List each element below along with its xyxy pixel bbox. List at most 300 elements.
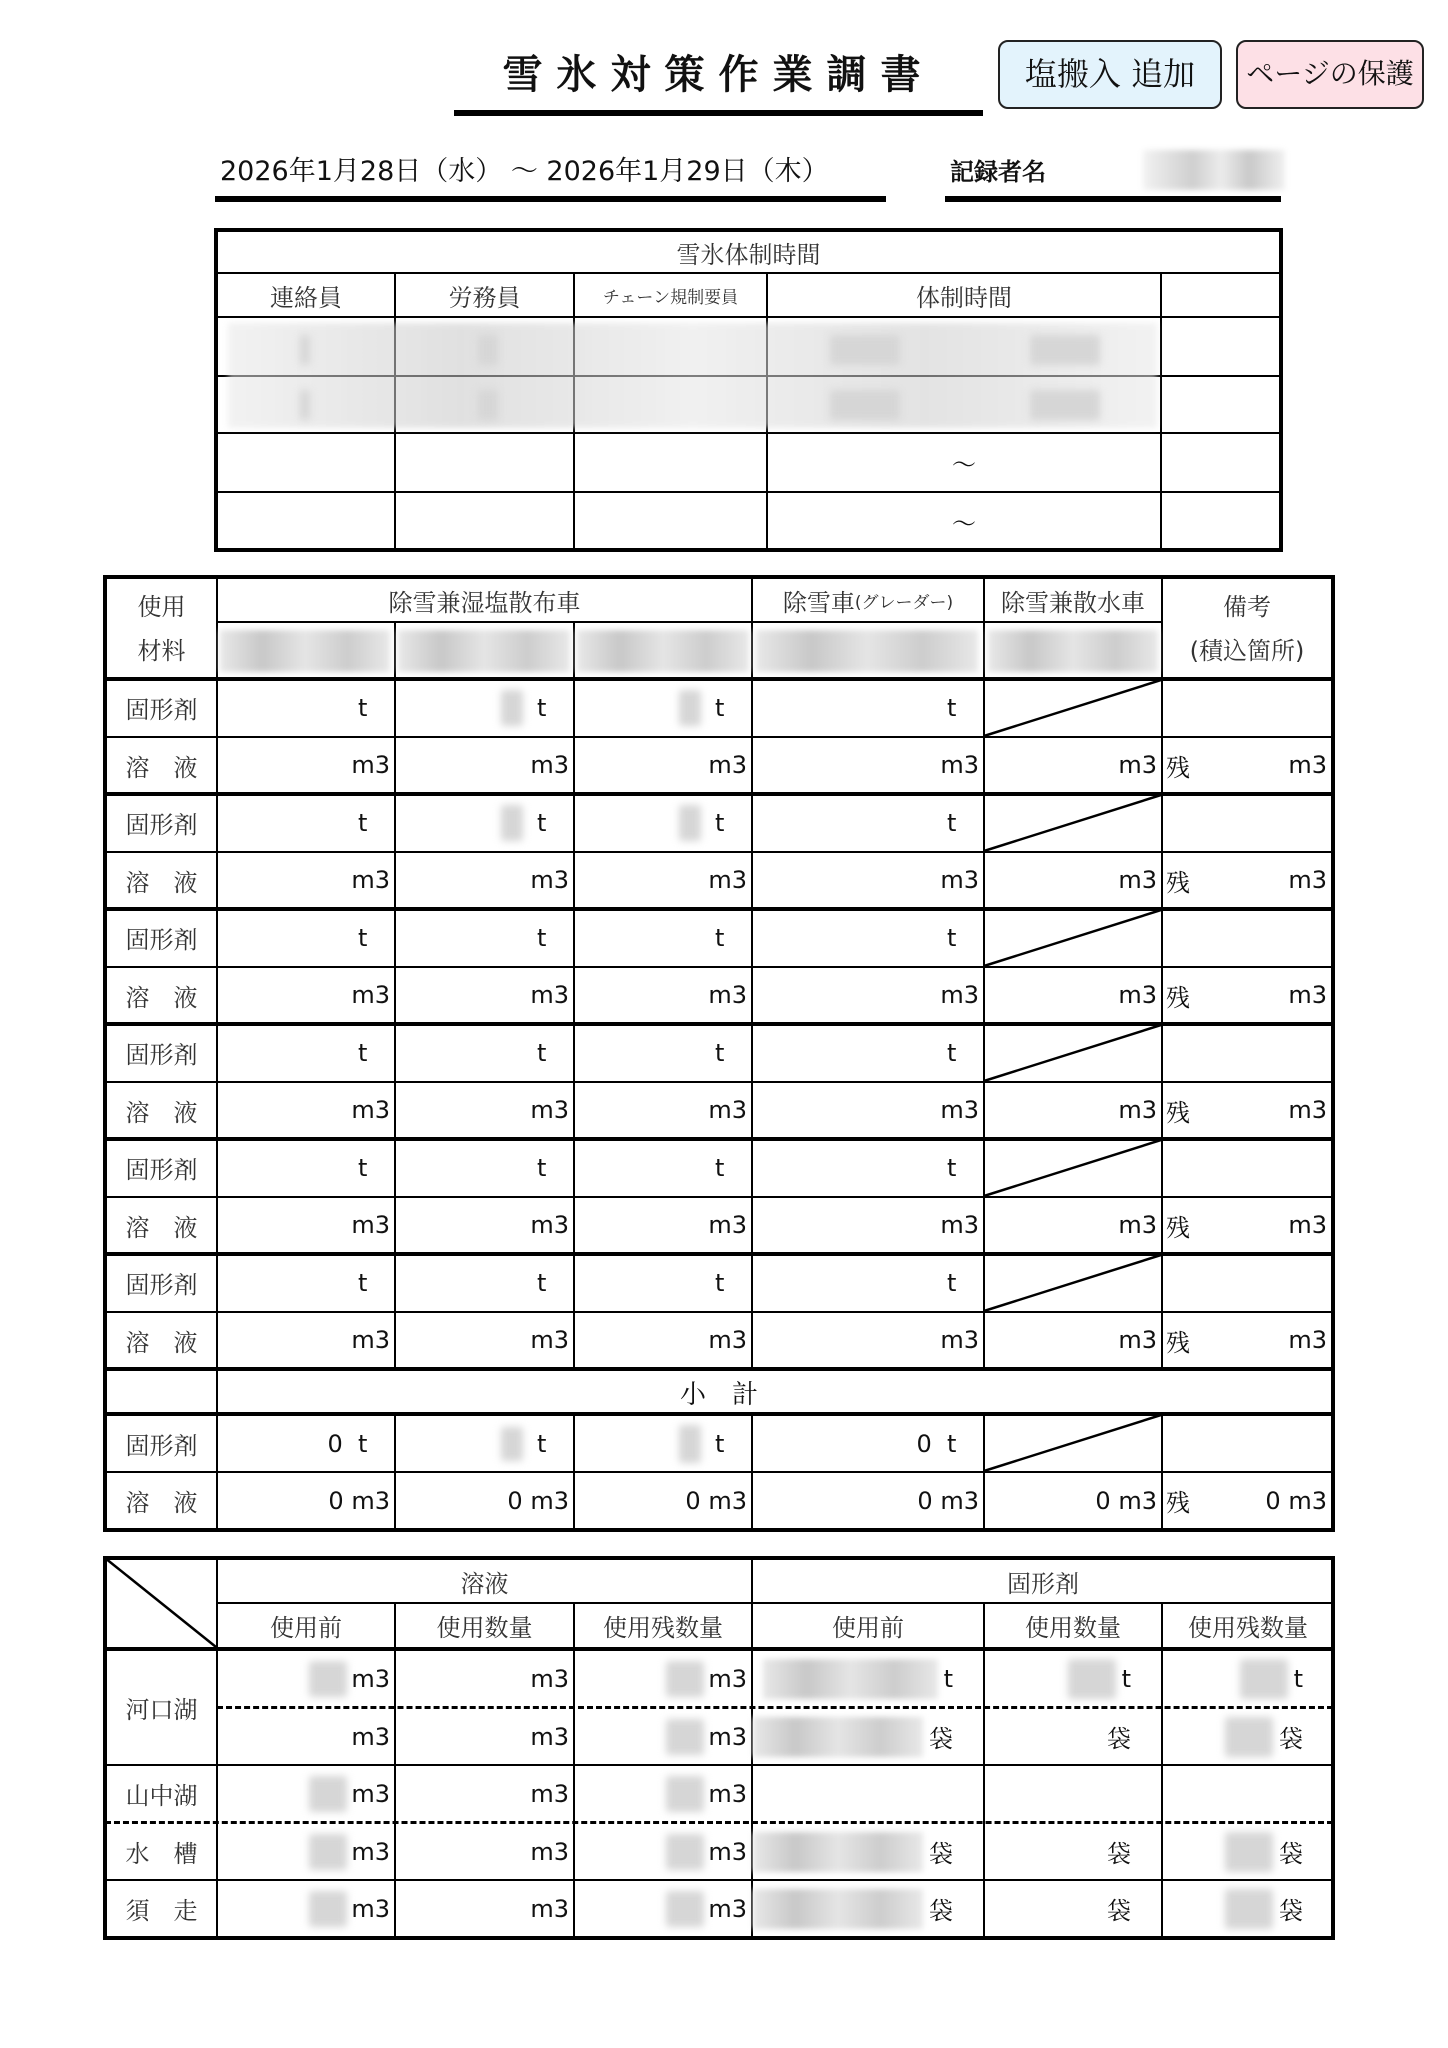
location-kawaguchiko: 河口湖 bbox=[125, 1696, 198, 1724]
liquid-amount-input[interactable] bbox=[396, 1082, 569, 1138]
unit-label: m3 bbox=[1288, 866, 1327, 894]
unit-label: t bbox=[715, 1153, 725, 1182]
unit-label: m3 bbox=[1288, 1486, 1327, 1515]
liquid-amount-input[interactable] bbox=[753, 967, 979, 1023]
unit-label: m3 bbox=[1118, 1486, 1157, 1515]
liquid-label: 溶 液 bbox=[125, 1328, 198, 1357]
subtotal-liquid-5 bbox=[985, 1473, 1157, 1528]
unit-label: t bbox=[715, 808, 725, 837]
recorder-label: 記録者名 bbox=[950, 158, 1046, 186]
unit-label: t bbox=[537, 1153, 547, 1182]
liquid-amount-input[interactable] bbox=[985, 1312, 1157, 1368]
redacted-value bbox=[753, 1889, 923, 1929]
redacted-value bbox=[666, 1834, 704, 1870]
solid-amount-input[interactable] bbox=[218, 909, 394, 966]
divider bbox=[217, 621, 1162, 623]
redacted-value bbox=[679, 805, 701, 841]
remarks-input[interactable] bbox=[1163, 1254, 1333, 1311]
solid-amount-input[interactable] bbox=[575, 794, 751, 851]
solid-amount-input[interactable] bbox=[396, 794, 573, 851]
unit-label: m3 bbox=[530, 1722, 569, 1751]
redacted-value bbox=[1225, 1832, 1273, 1872]
solid-label: 固形剤 bbox=[125, 1041, 198, 1069]
liquid-used-input[interactable] bbox=[396, 1651, 569, 1706]
unit-label: t bbox=[537, 808, 547, 837]
vehicle-id-4[interactable] bbox=[756, 630, 978, 672]
liquid-before-input[interactable] bbox=[218, 1766, 390, 1821]
solid-amount-input[interactable] bbox=[396, 679, 573, 736]
unit-label: t bbox=[947, 923, 957, 952]
remain-label: 残 bbox=[1166, 868, 1190, 897]
solid-amount-input[interactable] bbox=[575, 1024, 751, 1081]
col-solid-remaining: 使用残数量 bbox=[1188, 1614, 1308, 1642]
add-salt-delivery-button[interactable]: 塩搬入 追加 bbox=[998, 40, 1222, 109]
unit-label: m3 bbox=[1118, 1326, 1157, 1354]
unit-label: t bbox=[537, 693, 547, 722]
solid-label: 固形剤 bbox=[125, 1271, 198, 1299]
unit-label: t bbox=[715, 1268, 725, 1297]
vehicle-id-5[interactable] bbox=[988, 630, 1158, 672]
unit-label: m3 bbox=[351, 1722, 390, 1751]
solid-amount-input[interactable] bbox=[753, 794, 983, 851]
liquid-amount-input[interactable] bbox=[575, 737, 747, 793]
unit-label: t bbox=[358, 808, 368, 837]
vehicle-id-3[interactable] bbox=[577, 630, 749, 672]
unit-label: t bbox=[358, 1038, 368, 1067]
unit-label: m3 bbox=[351, 1837, 390, 1866]
unit-label: 袋 bbox=[1279, 1725, 1303, 1753]
unit-label: m3 bbox=[1288, 751, 1327, 779]
liquid-before-input[interactable] bbox=[218, 1881, 390, 1936]
remain-amount-input[interactable] bbox=[1200, 1197, 1327, 1253]
subtotal-remain-value bbox=[1200, 1473, 1327, 1528]
subtotal-liquid-4 bbox=[753, 1473, 979, 1528]
unit-label: m3 bbox=[351, 1664, 390, 1693]
subtotal-remain-label: 残 bbox=[1166, 1489, 1190, 1517]
unit-label: m3 bbox=[708, 1837, 747, 1866]
unit-label: m3 bbox=[351, 1779, 390, 1808]
unit-label: m3 bbox=[1118, 1211, 1157, 1239]
redacted-value bbox=[753, 1832, 923, 1872]
liquid-amount-input[interactable] bbox=[396, 1197, 569, 1253]
unit-label: t bbox=[358, 1268, 368, 1297]
unit-label: m3 bbox=[351, 981, 390, 1009]
unit-label: t bbox=[537, 1429, 547, 1458]
solid-amount-input[interactable] bbox=[396, 909, 573, 966]
remarks-sublabel: (積込箇所) bbox=[1189, 636, 1305, 665]
solid-amount-input[interactable] bbox=[218, 1139, 394, 1196]
redacted-value bbox=[1068, 1659, 1116, 1699]
unit-label: m3 bbox=[530, 1211, 569, 1239]
solid-label: 固形剤 bbox=[125, 1156, 198, 1184]
vehicle-id-1[interactable] bbox=[220, 630, 390, 672]
solid-remaining-input[interactable] bbox=[1163, 1881, 1303, 1936]
redacted-value bbox=[309, 1776, 347, 1812]
page-title: 雪氷対策作業調書 bbox=[502, 52, 935, 98]
remain-label: 残 bbox=[1166, 1328, 1190, 1357]
liquid-remaining-input[interactable] bbox=[575, 1709, 747, 1764]
liquid-remaining-input[interactable] bbox=[575, 1651, 747, 1706]
redacted-value bbox=[666, 1661, 704, 1697]
liquid-amount-input[interactable] bbox=[753, 1312, 979, 1368]
redacted-value bbox=[501, 690, 523, 726]
col-liquid-before: 使用前 bbox=[270, 1614, 342, 1642]
liquid-amount-input[interactable] bbox=[575, 852, 747, 908]
unit-label: t bbox=[358, 923, 368, 952]
corner-label-material: 材料 bbox=[137, 636, 186, 665]
remarks-input[interactable] bbox=[1163, 794, 1333, 851]
staffing-row-4-time-range[interactable]: ～ bbox=[952, 510, 976, 538]
liquid-amount-input[interactable] bbox=[575, 967, 747, 1023]
liquid-amount-input[interactable] bbox=[218, 967, 390, 1023]
liquid-amount-input[interactable] bbox=[985, 737, 1157, 793]
unit-label: t bbox=[947, 1268, 957, 1297]
liquid-amount-input[interactable] bbox=[753, 737, 979, 793]
solid-remaining-input[interactable] bbox=[1163, 1651, 1303, 1706]
liquid-label: 溶 液 bbox=[125, 868, 198, 897]
redacted-value bbox=[309, 1891, 347, 1927]
remain-amount-input[interactable] bbox=[1200, 737, 1327, 793]
solid-amount-input[interactable] bbox=[575, 1254, 751, 1311]
unit-label: t bbox=[537, 1038, 547, 1067]
unit-label: m3 bbox=[351, 1096, 390, 1124]
group-header-solid: 固形剤 bbox=[1007, 1569, 1079, 1598]
date-range[interactable]: 2026年1月28日（水） ～ 2026年1月29日（木） bbox=[220, 156, 829, 187]
liquid-amount-input[interactable] bbox=[396, 852, 569, 908]
solid-used-input[interactable] bbox=[985, 1651, 1131, 1706]
unit-label: t bbox=[358, 1429, 368, 1458]
solid-remaining-input[interactable] bbox=[1163, 1824, 1303, 1879]
unit-label: m3 bbox=[351, 1326, 390, 1354]
unit-label: t bbox=[537, 923, 547, 952]
remain-amount-input[interactable] bbox=[1200, 1082, 1327, 1138]
col-liquid-used: 使用数量 bbox=[436, 1614, 533, 1642]
unit-label: t bbox=[715, 1038, 725, 1067]
value: 0 bbox=[917, 1486, 933, 1515]
unit-label: m3 bbox=[1288, 1211, 1327, 1239]
unit-label: m3 bbox=[940, 866, 979, 894]
unit-label: m3 bbox=[940, 1096, 979, 1124]
unit-label: m3 bbox=[708, 981, 747, 1009]
liquid-amount-input[interactable] bbox=[396, 967, 569, 1023]
solid-amount-input[interactable] bbox=[753, 1024, 983, 1081]
unit-label: m3 bbox=[1288, 1096, 1327, 1124]
unit-label: t bbox=[715, 923, 725, 952]
unit-label: m3 bbox=[940, 1486, 979, 1515]
solid-amount-input[interactable] bbox=[753, 1139, 983, 1196]
unit-label: m3 bbox=[530, 1486, 569, 1515]
protect-page-button[interactable]: ページの保護 bbox=[1236, 40, 1424, 109]
redacted-value bbox=[309, 1834, 347, 1870]
redacted-value bbox=[763, 1659, 938, 1699]
diagonal-slash bbox=[984, 1414, 1162, 1472]
staffing-row-1-time-from[interactable] bbox=[830, 335, 900, 365]
redacted-value bbox=[679, 690, 701, 726]
remarks-input[interactable] bbox=[1163, 909, 1333, 966]
liquid-used-input[interactable] bbox=[396, 1824, 569, 1879]
solid-amount-input[interactable] bbox=[218, 1254, 394, 1311]
value: 0 bbox=[1095, 1486, 1111, 1515]
remarks-label: 備考 bbox=[1223, 592, 1271, 621]
col-solid-used: 使用数量 bbox=[1025, 1614, 1121, 1642]
unit-label: m3 bbox=[708, 1779, 747, 1808]
unit-label: t bbox=[947, 1153, 957, 1182]
liquid-amount-input[interactable] bbox=[218, 1312, 390, 1368]
unit-label: m3 bbox=[708, 1664, 747, 1693]
value: 0 bbox=[327, 1429, 343, 1458]
subtotal-liquid-3 bbox=[575, 1473, 747, 1528]
liquid-before-input[interactable] bbox=[218, 1709, 390, 1764]
recorder-underline bbox=[945, 196, 1281, 202]
unit-label: m3 bbox=[708, 1326, 747, 1354]
value: 0 bbox=[328, 1486, 344, 1515]
liquid-amount-input[interactable] bbox=[396, 737, 569, 793]
unit-label: m3 bbox=[940, 1326, 979, 1354]
value: 0 bbox=[685, 1486, 701, 1515]
location-subashiri: 須 走 bbox=[125, 1897, 198, 1925]
date-underline bbox=[215, 196, 886, 202]
subtotal-solid-label: 固形剤 bbox=[125, 1432, 198, 1460]
liquid-amount-input[interactable] bbox=[396, 1312, 569, 1368]
solid-amount-input[interactable] bbox=[396, 1024, 573, 1081]
subtotal-solid-2 bbox=[396, 1416, 573, 1471]
unit-label: m3 bbox=[351, 1486, 390, 1515]
liquid-amount-input[interactable] bbox=[985, 967, 1157, 1023]
unit-label: m3 bbox=[351, 1211, 390, 1239]
solid-amount-input[interactable] bbox=[753, 1254, 983, 1311]
remain-label: 残 bbox=[1166, 1213, 1190, 1242]
diagonal-slash bbox=[984, 1024, 1162, 1082]
diagonal-slash bbox=[984, 1254, 1162, 1312]
solid-amount-input[interactable] bbox=[575, 909, 751, 966]
unit-label: t bbox=[947, 1038, 957, 1067]
solid-amount-input[interactable] bbox=[575, 679, 751, 736]
liquid-used-input[interactable] bbox=[396, 1709, 569, 1764]
diagonal-slash bbox=[984, 794, 1162, 852]
solid-remaining-input[interactable] bbox=[1163, 1709, 1303, 1764]
column-header-chain-staff: チェーン規制要員 bbox=[602, 287, 739, 308]
staffing-row-2-liaison[interactable] bbox=[300, 390, 310, 420]
unit-label: m3 bbox=[530, 1894, 569, 1923]
solid-amount-input[interactable] bbox=[218, 679, 394, 736]
group-header-liquid: 溶液 bbox=[460, 1569, 509, 1598]
staffing-row-1-liaison[interactable] bbox=[300, 335, 310, 365]
unit-label: t bbox=[947, 693, 957, 722]
diagonal-slash bbox=[984, 1139, 1162, 1197]
unit-label: t bbox=[715, 693, 725, 722]
liquid-remaining-input[interactable] bbox=[575, 1824, 747, 1879]
liquid-amount-input[interactable] bbox=[753, 1197, 979, 1253]
unit-label: m3 bbox=[708, 1211, 747, 1239]
unit-label: m3 bbox=[708, 751, 747, 779]
redacted-value bbox=[679, 1425, 701, 1463]
unit-label: m3 bbox=[1118, 981, 1157, 1009]
location-yamanakako: 山中湖 bbox=[125, 1782, 198, 1810]
subtotal-liquid-2 bbox=[396, 1473, 569, 1528]
liquid-amount-input[interactable] bbox=[753, 852, 979, 908]
corner-diagonal bbox=[105, 1558, 217, 1648]
liquid-amount-input[interactable] bbox=[218, 1197, 390, 1253]
remarks-input[interactable] bbox=[1163, 1139, 1333, 1196]
unit-label: m3 bbox=[1288, 981, 1327, 1009]
solid-before-input[interactable] bbox=[753, 1824, 953, 1879]
unit-label: m3 bbox=[940, 981, 979, 1009]
remarks-input[interactable] bbox=[1163, 679, 1333, 736]
remain-label: 残 bbox=[1166, 1098, 1190, 1127]
vehicle-id-2[interactable] bbox=[398, 630, 570, 672]
unit-label: m3 bbox=[530, 1779, 569, 1808]
column-header-laborers: 労務員 bbox=[448, 283, 521, 312]
remain-label: 残 bbox=[1166, 983, 1190, 1012]
liquid-used-input[interactable] bbox=[396, 1881, 569, 1936]
solid-amount-input[interactable] bbox=[396, 1254, 573, 1311]
unit-label: 袋 bbox=[1279, 1840, 1303, 1868]
vehicle-group-wet-salt-spreader: 除雪兼湿塩散布車 bbox=[388, 588, 581, 617]
title-underline bbox=[454, 110, 983, 116]
redacted-value bbox=[501, 805, 523, 841]
unit-label: t bbox=[947, 808, 957, 837]
solid-amount-input[interactable] bbox=[753, 909, 983, 966]
staffing-row-1-time-to[interactable] bbox=[1030, 335, 1100, 365]
remarks-input[interactable] bbox=[1163, 1024, 1333, 1081]
solid-before-input[interactable] bbox=[753, 1651, 953, 1706]
unit-label: m3 bbox=[351, 866, 390, 894]
liquid-amount-input[interactable] bbox=[218, 852, 390, 908]
value: 0 bbox=[507, 1486, 523, 1515]
unit-label: m3 bbox=[530, 1096, 569, 1124]
unit-label: 袋 bbox=[1107, 1840, 1131, 1868]
unit-label: m3 bbox=[1118, 1096, 1157, 1124]
liquid-before-input[interactable] bbox=[218, 1651, 390, 1706]
unit-label: m3 bbox=[708, 1096, 747, 1124]
subtotal-solid-4 bbox=[753, 1416, 983, 1471]
solid-label: 固形剤 bbox=[125, 696, 198, 724]
unit-label: 袋 bbox=[1279, 1897, 1303, 1925]
staffing-row-2-time-from[interactable] bbox=[830, 390, 900, 420]
staffing-row-2-laborers[interactable] bbox=[478, 390, 498, 420]
unit-label: t bbox=[1293, 1664, 1303, 1693]
location-water-tank: 水 槽 bbox=[125, 1840, 198, 1868]
unit-label: m3 bbox=[351, 751, 390, 779]
liquid-amount-input[interactable] bbox=[985, 1197, 1157, 1253]
value: 0 bbox=[916, 1429, 932, 1458]
unit-label: 袋 bbox=[929, 1725, 953, 1753]
redacted-value bbox=[501, 1427, 523, 1461]
liquid-amount-input[interactable] bbox=[753, 1082, 979, 1138]
solid-used-input[interactable] bbox=[985, 1709, 1131, 1764]
liquid-remaining-input[interactable] bbox=[575, 1766, 747, 1821]
unit-label: m3 bbox=[1118, 866, 1157, 894]
remain-label: 残 bbox=[1166, 753, 1190, 782]
solid-used-input[interactable] bbox=[985, 1824, 1131, 1879]
solid-label: 固形剤 bbox=[125, 926, 198, 954]
value: 0 bbox=[1265, 1486, 1281, 1515]
liquid-amount-input[interactable] bbox=[218, 737, 390, 793]
remain-amount-input[interactable] bbox=[1200, 967, 1327, 1023]
liquid-label: 溶 液 bbox=[125, 983, 198, 1012]
redacted-value bbox=[753, 1717, 923, 1757]
liquid-label: 溶 液 bbox=[125, 1213, 198, 1242]
unit-label: m3 bbox=[940, 751, 979, 779]
column-header-shift-time: 体制時間 bbox=[916, 283, 1012, 312]
grader-label: 除雪車 bbox=[782, 588, 855, 617]
staffing-row-3-time-range[interactable]: ～ bbox=[952, 451, 976, 479]
redacted-value bbox=[666, 1719, 704, 1755]
diagonal-slash bbox=[984, 909, 1162, 967]
solid-amount-input[interactable] bbox=[218, 1024, 394, 1081]
liquid-amount-input[interactable] bbox=[218, 1082, 390, 1138]
remain-amount-input[interactable] bbox=[1200, 852, 1327, 908]
remain-amount-input[interactable] bbox=[1200, 1312, 1327, 1368]
unit-label: 袋 bbox=[1107, 1725, 1131, 1753]
subtotal-label: 小 計 bbox=[679, 1380, 758, 1410]
vehicle-group-water-spreader: 除雪兼散水車 bbox=[1001, 588, 1145, 617]
solid-amount-input[interactable] bbox=[396, 1139, 573, 1196]
liquid-before-input[interactable] bbox=[218, 1824, 390, 1879]
recorder-name-field[interactable] bbox=[1143, 150, 1285, 190]
redacted-value bbox=[1225, 1889, 1273, 1929]
redacted-value bbox=[666, 1891, 704, 1927]
column-header-liaison: 連絡員 bbox=[270, 283, 342, 312]
unit-label: 袋 bbox=[929, 1897, 953, 1925]
subtotal-liquid-1 bbox=[218, 1473, 390, 1528]
solid-used-input[interactable] bbox=[985, 1881, 1131, 1936]
staffing-row-2-time-to[interactable] bbox=[1030, 390, 1100, 420]
unit-label: m3 bbox=[530, 1326, 569, 1354]
liquid-amount-input[interactable] bbox=[985, 852, 1157, 908]
liquid-amount-input[interactable] bbox=[575, 1082, 747, 1138]
unit-label: 袋 bbox=[1107, 1897, 1131, 1925]
solid-amount-input[interactable] bbox=[218, 794, 394, 851]
liquid-amount-input[interactable] bbox=[575, 1312, 747, 1368]
solid-amount-input[interactable] bbox=[575, 1139, 751, 1196]
vehicle-group-grader bbox=[753, 579, 983, 621]
unit-label: m3 bbox=[351, 1894, 390, 1923]
grader-label-small: (グレーダー) bbox=[854, 592, 954, 613]
unit-label: m3 bbox=[708, 1722, 747, 1751]
divider bbox=[214, 316, 1283, 318]
liquid-remaining-input[interactable] bbox=[575, 1881, 747, 1936]
liquid-label: 溶 液 bbox=[125, 1098, 198, 1127]
unit-label: t bbox=[1121, 1664, 1131, 1693]
liquid-amount-input[interactable] bbox=[575, 1197, 747, 1253]
solid-before-input[interactable] bbox=[753, 1709, 953, 1764]
unit-label: m3 bbox=[940, 1211, 979, 1239]
solid-before-input[interactable] bbox=[753, 1881, 953, 1936]
unit-label: 袋 bbox=[929, 1840, 953, 1868]
subtotal-solid-1 bbox=[218, 1416, 394, 1471]
subtotal-solid-3 bbox=[575, 1416, 751, 1471]
solid-label: 固形剤 bbox=[125, 811, 198, 839]
col-solid-before: 使用前 bbox=[832, 1614, 904, 1642]
liquid-used-input[interactable] bbox=[396, 1766, 569, 1821]
liquid-label: 溶 液 bbox=[125, 753, 198, 782]
redacted-value bbox=[666, 1776, 704, 1812]
unit-label: m3 bbox=[708, 866, 747, 894]
unit-label: m3 bbox=[530, 981, 569, 1009]
redacted-value bbox=[1240, 1659, 1288, 1699]
unit-label: m3 bbox=[530, 1664, 569, 1693]
liquid-amount-input[interactable] bbox=[985, 1082, 1157, 1138]
unit-label: t bbox=[358, 1153, 368, 1182]
unit-label: m3 bbox=[708, 1486, 747, 1515]
staffing-table-title: 雪氷体制時間 bbox=[676, 240, 821, 269]
staffing-rows-redacted bbox=[228, 323, 1157, 428]
unit-label: t bbox=[943, 1664, 953, 1693]
solid-amount-input[interactable] bbox=[753, 679, 983, 736]
staffing-row-1-laborers[interactable] bbox=[478, 335, 498, 365]
diagonal-slash bbox=[984, 679, 1162, 737]
